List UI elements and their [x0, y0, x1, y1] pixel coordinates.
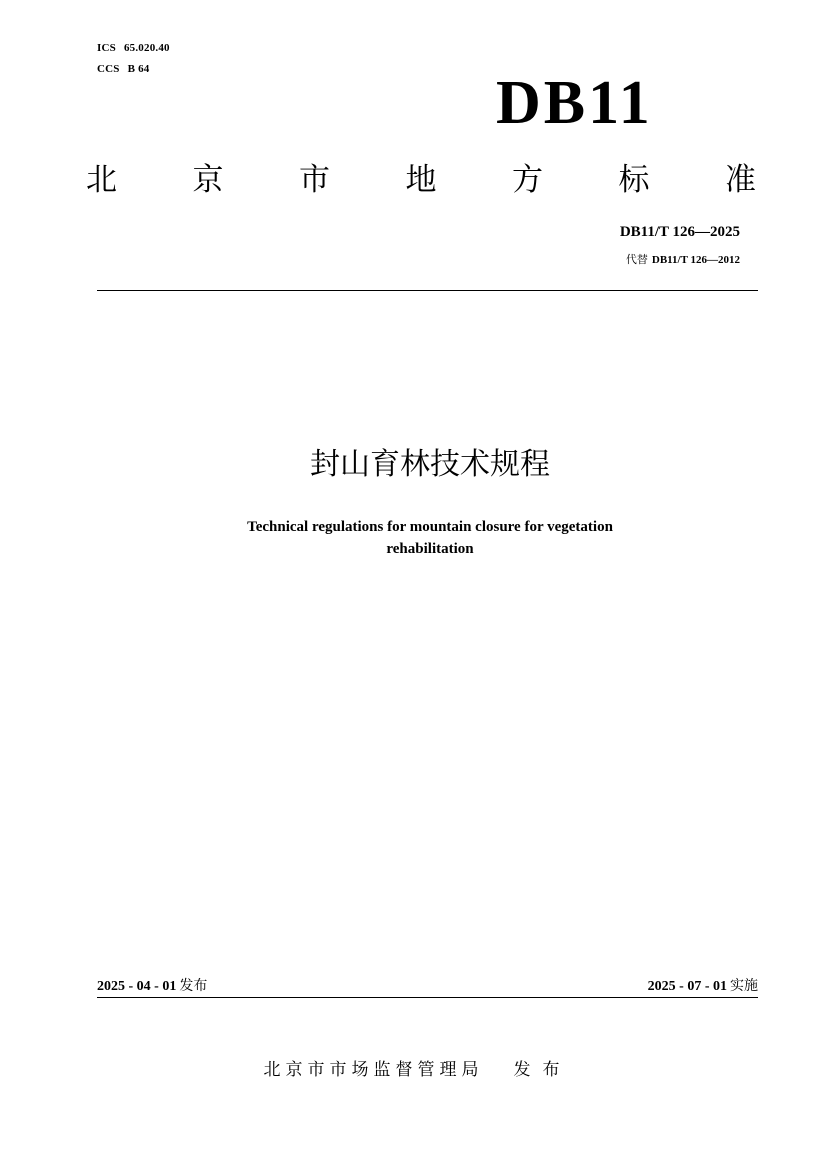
issue-date-label: 发布 — [179, 978, 208, 994]
title-english — [110, 516, 750, 560]
standard-number: DB11/T 126—2025 — [619, 224, 740, 240]
standard-kind-char: 北 — [86, 162, 117, 198]
top-divider — [97, 290, 758, 291]
replaces-line — [626, 251, 740, 267]
title-chinese: 封山育林技术规程 — [310, 447, 550, 482]
replaces-label: 代替 — [625, 253, 648, 266]
ics-label: ICS — [97, 42, 116, 54]
title-english-line: Technical regulations for mountain closure for vegetation — [247, 519, 613, 535]
ics-classification — [97, 42, 170, 54]
issue-date — [97, 975, 207, 995]
issuer-action: 发布 — [513, 1060, 572, 1080]
standard-kind-char: 方 — [512, 162, 543, 198]
implementation-date-label: 实施 — [730, 978, 758, 994]
issuer — [0, 1055, 815, 1080]
standard-kind-char: 京 — [192, 162, 224, 198]
ccs-label: CCS — [97, 63, 120, 75]
standard-kind — [86, 160, 756, 200]
replaces-code: DB11/T 126—2012 — [651, 254, 740, 266]
ccs-classification — [97, 63, 150, 75]
standard-kind-char: 地 — [405, 162, 437, 198]
title-english-line: rehabilitation — [386, 541, 474, 557]
bottom-divider — [97, 997, 758, 998]
implementation-date-value: 2025 - 07 - 01 — [647, 979, 727, 994]
issuer-name: 北京市市场监督管理局 — [263, 1060, 484, 1080]
standard-kind-char: 市 — [299, 162, 330, 198]
standard-kind-char: 准 — [725, 162, 756, 198]
standard-mark: DB11 — [496, 69, 653, 137]
implementation-date — [648, 975, 758, 995]
issue-date-value: 2025 - 04 - 01 — [97, 979, 177, 994]
standard-kind-char: 标 — [618, 162, 650, 198]
ics-code: 65.020.40 — [123, 42, 170, 54]
ccs-code: B 64 — [127, 63, 150, 75]
